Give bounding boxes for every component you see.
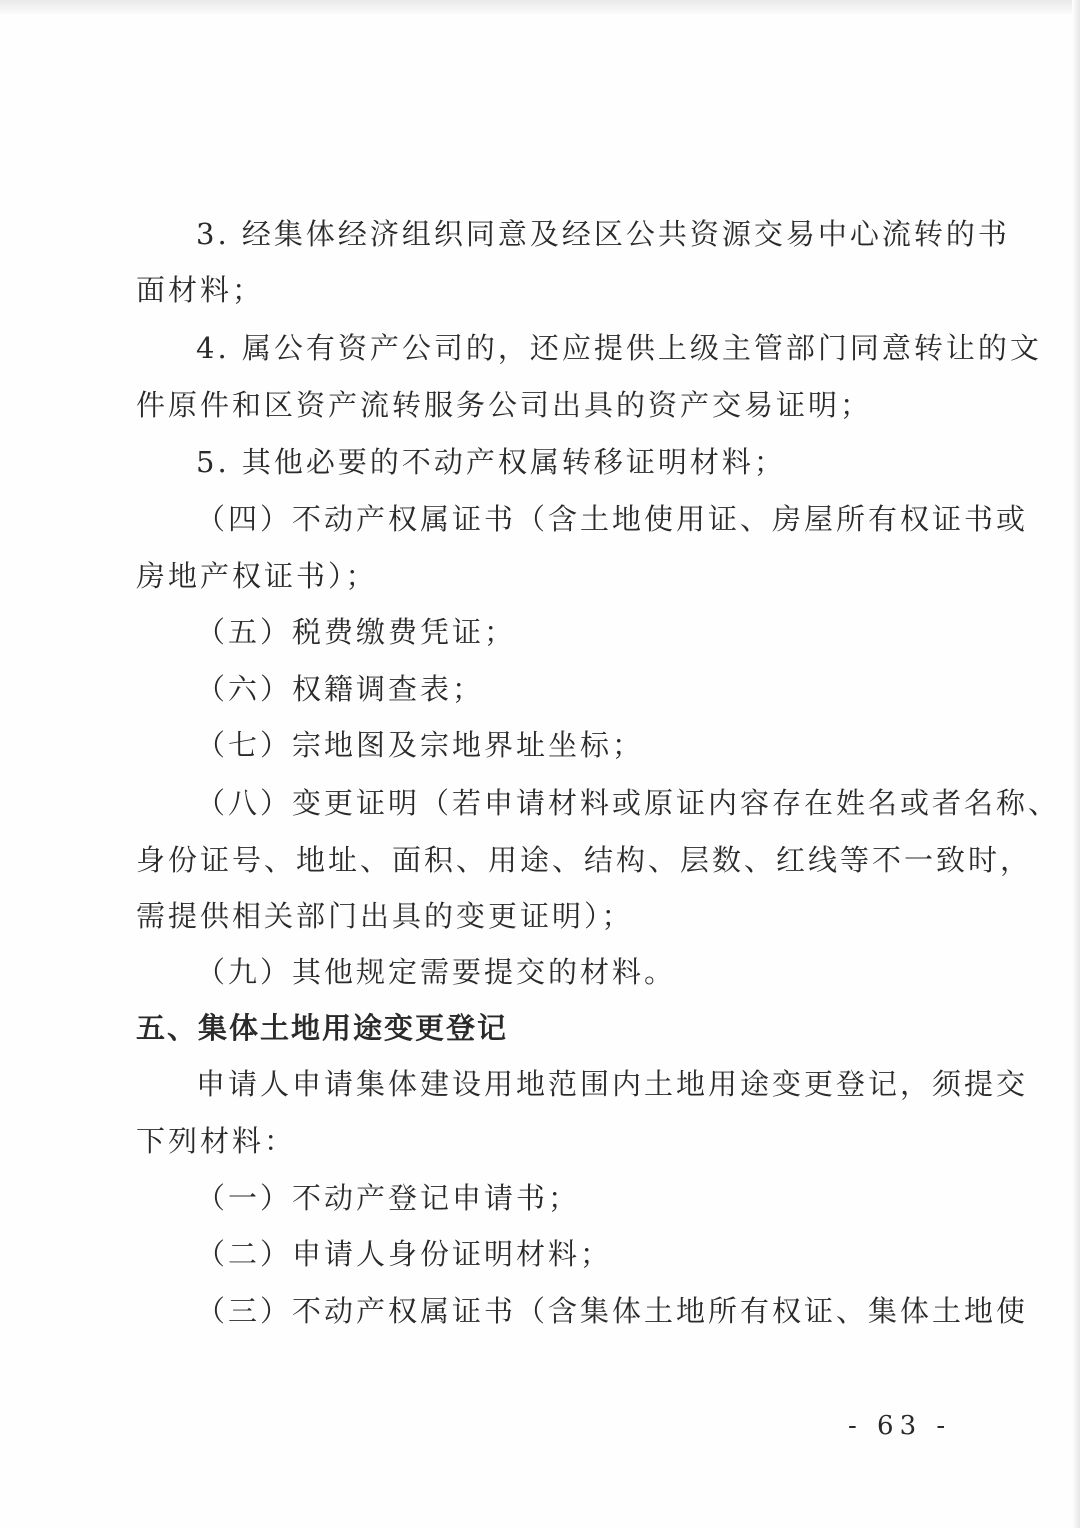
item-4-line-2: 件原件和区资产流转服务公司出具的资产交易证明； [136, 388, 873, 422]
intro-line-1: 申请人申请集体建设用地范围内土地用途变更登记，须提交 [196, 1067, 1029, 1101]
item-eight-line-2: 身份证号、地址、面积、用途、结构、层数、红线等不一致时， [136, 843, 1033, 877]
list-item-one: （一）不动产登记申请书； [196, 1181, 581, 1215]
item-four-line-2: 房地产权证书）； [136, 559, 378, 593]
list-item-two: （二）申请人身份证明材料； [196, 1237, 613, 1271]
section-heading: 五、集体土地用途变更登记 [136, 1011, 509, 1045]
scan-top-edge [0, 0, 1080, 14]
item-3-line-1: 3. 经集体经济组织同意及经区公共资源交易中心流转的书 [196, 217, 1010, 251]
item-nine-line: （九）其他规定需要提交的材料。 [196, 955, 677, 989]
scan-right-edge [1072, 0, 1080, 1528]
list-item-three: （三）不动产权属证书（含集体土地所有权证、集体土地使 [196, 1294, 1029, 1328]
item-six-line: （六）权籍调查表； [196, 672, 485, 706]
item-five-line: （五）税费缴费凭证； [196, 615, 517, 649]
intro-line-2: 下列材料： [136, 1124, 297, 1158]
item-4-line-1: 4. 属公有资产公司的，还应提供上级主管部门同意转让的文 [196, 331, 1042, 365]
item-seven-line: （七）宗地图及宗地界址坐标； [196, 728, 645, 762]
page-number: - 63 - [848, 1411, 952, 1441]
item-eight-line-1: （八）变更证明（若申请材料或原证内容存在姓名或者名称、 [196, 786, 1061, 820]
item-eight-line-3: 需提供相关部门出具的变更证明）； [136, 899, 634, 933]
item-5-line: 5. 其他必要的不动产权属转移证明材料； [196, 445, 786, 479]
item-3-line-2: 面材料； [136, 273, 265, 307]
item-four-line-1: （四）不动产权属证书（含土地使用证、房屋所有权证书或 [196, 502, 1029, 536]
